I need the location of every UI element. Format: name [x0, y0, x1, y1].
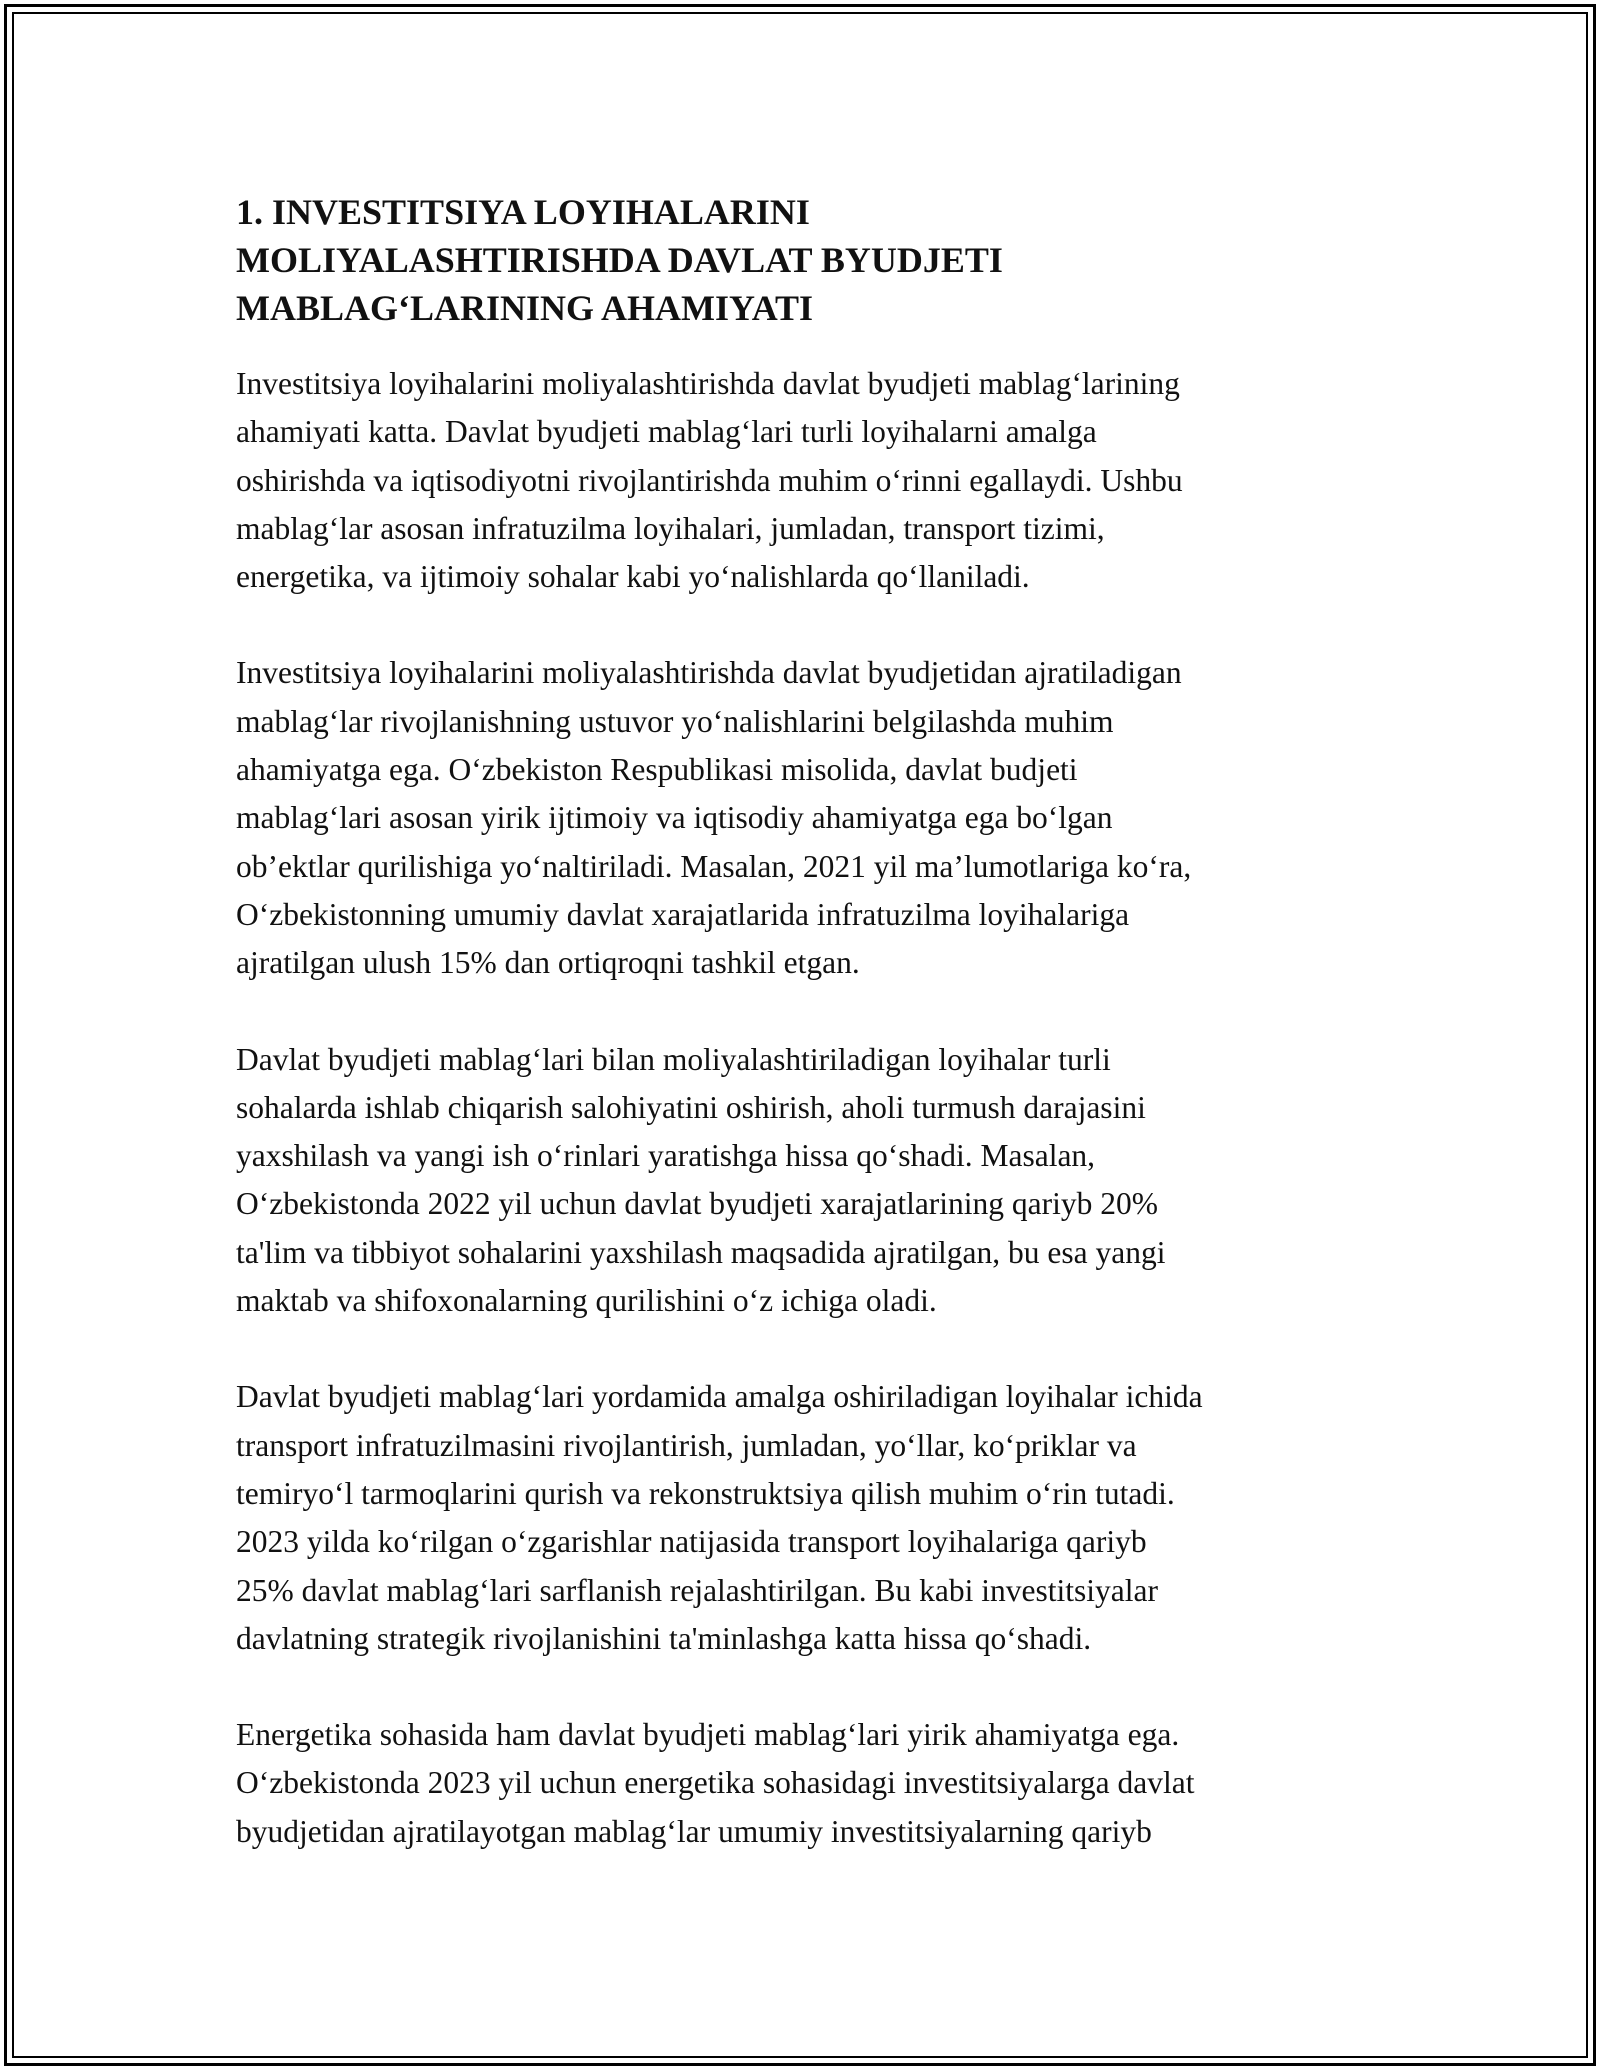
paragraph-line: Investitsiya loyihalarini moliyalashtirishda davlat byudjeti mablag‘larining — [236, 366, 1180, 401]
paragraph-line: ahamiyati katta. Davlat byudjeti mablag‘lari turli loyihalarni amalga — [236, 414, 1097, 450]
paragraph-line: maktab va shifoxonalarning qurilishini o‘z ichiga oladi. — [236, 1283, 937, 1319]
section-title-line: MOLIYALASHTIRISHDA DAVLAT BYUDJETI — [236, 240, 1003, 280]
paragraph-line: transport infratuzilmasini rivojlantirish, jumladan, yo‘llar, ko‘priklar va — [236, 1427, 1137, 1463]
section-title-line: 1. INVESTITSIYA LOYIHALARINI — [236, 192, 810, 232]
paragraph-transport-infrastructure — [236, 1373, 1372, 1663]
paragraph-line: Energetika sohasida ham davlat byudjeti mablag‘lari yirik ahamiyatga ega. — [236, 1717, 1180, 1753]
paragraph-social-projects — [236, 1036, 1372, 1326]
paragraph-line: mablag‘lari asosan yirik ijtimoiy va iqtisodiy ahamiyatga ega bo‘lgan — [236, 800, 1113, 836]
paragraph-line: davlatning strategik rivojlanishini ta'minlashga katta hissa qo‘shadi. — [236, 1620, 1092, 1656]
paragraph-line: Investitsiya loyihalarini moliyalashtirishda davlat byudjetidan ajratiladigan — [236, 655, 1182, 691]
paragraph-budget-importance — [236, 360, 1372, 601]
paragraph-line: oshirishda va iqtisodiyotni rivojlantirishda muhim o‘rinni egallaydi. Ushbu — [236, 462, 1183, 498]
paragraph-line: byudjetidan ajratilayotgan mablag‘lar umumiy investitsiyalarning qariyb — [236, 1813, 1152, 1849]
paragraph-energy-sector — [236, 1711, 1372, 1856]
paragraph-line: yaxshilash va yangi ish o‘rinlari yaratishga hissa qo‘shadi. Masalan, — [236, 1138, 1096, 1174]
paragraph-line: ta'lim va tibbiyot sohalarini yaxshilash maqsadida ajratilgan, bu esa yangi — [236, 1234, 1166, 1270]
paragraph-line: 25% davlat mablag‘lari sarflanish rejalashtirilgan. Bu kabi investitsiyalar — [236, 1572, 1158, 1608]
document-page — [236, 188, 1372, 1904]
paragraph-line: ob’ektlar qurilishiga yo‘naltiriladi. Masalan, 2021 yil ma’lumotlariga ko‘ra, — [236, 848, 1192, 884]
paragraph-line: Davlat byudjeti mablag‘lari yordamida amalga oshiriladigan loyihalar ichida — [236, 1379, 1203, 1415]
paragraph-line: mablag‘lar asosan infratuzilma loyihalari, jumladan, transport tizimi, — [236, 510, 1105, 546]
paragraph-line: 2023 yilda ko‘rilgan o‘zgarishlar natijasida transport loyihalariga qariyb — [236, 1524, 1147, 1560]
paragraph-line: sohalarda ishlab chiqarish salohiyatini oshirish, aholi turmush darajasini — [236, 1089, 1146, 1125]
section-title-line: MABLAG‘LARINING AHAMIYATI — [236, 288, 814, 328]
paragraph-line: O‘zbekistonning umumiy davlat xarajatlarida infratuzilma loyihalariga — [236, 896, 1130, 932]
paragraph-line: temiryo‘l tarmoqlarini qurish va rekonstruktsiya qilish muhim o‘rin tutadi. — [236, 1475, 1175, 1511]
paragraph-line: ahamiyatga ega. O‘zbekiston Respublikasi misolida, davlat budjeti — [236, 752, 1078, 788]
paragraph-line: O‘zbekistonda 2023 yil uchun energetika sohasidagi investitsiyalarga davlat — [236, 1765, 1195, 1801]
section-title — [236, 188, 1372, 332]
paragraph-line: mablag‘lar rivojlanishning ustuvor yo‘nalishlarini belgilashda muhim — [236, 703, 1114, 739]
paragraph-priority-directions — [236, 649, 1372, 987]
paragraph-line: energetika, va ijtimoiy sohalar kabi yo‘nalishlarda qo‘llaniladi. — [236, 559, 1030, 595]
paragraph-line: Davlat byudjeti mablag‘lari bilan moliyalashtiriladigan loyihalar turli — [236, 1041, 1111, 1077]
paragraph-line: O‘zbekistonda 2022 yil uchun davlat byudjeti xarajatlarining qariyb 20% — [236, 1186, 1159, 1222]
paragraph-line: ajratilgan ulush 15% dan ortiqroqni tashkil etgan. — [236, 945, 860, 981]
